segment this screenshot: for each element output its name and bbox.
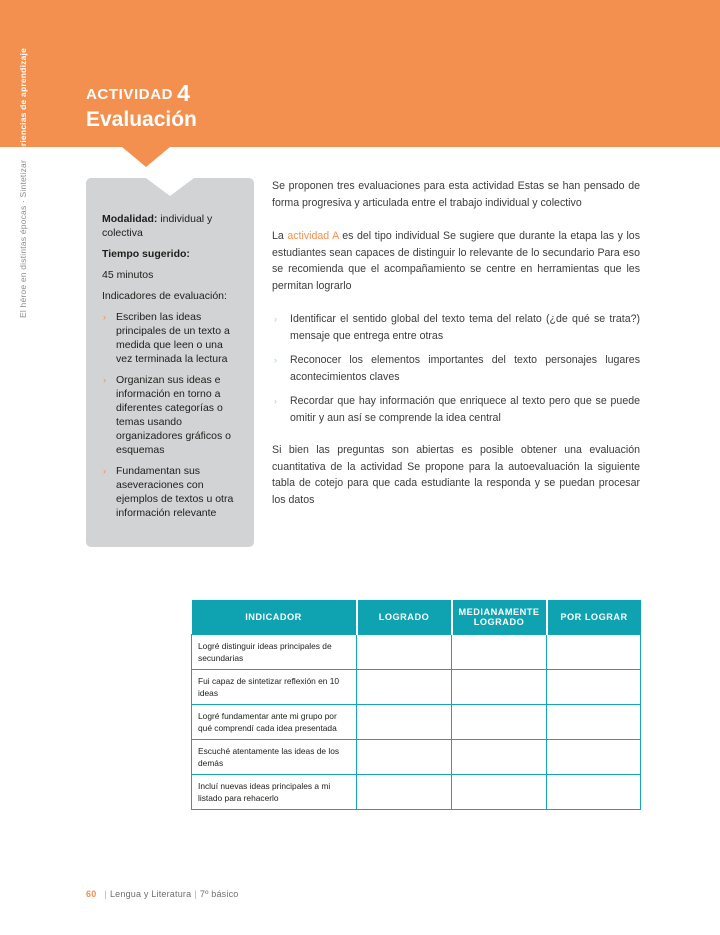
chevron-right-icon: › [103, 466, 106, 476]
activity-number: 4 [177, 80, 191, 106]
cell-logrado[interactable] [357, 704, 452, 739]
cell-medianamente-logrado[interactable] [452, 634, 547, 669]
row-indicator-text: Logré fundamentar ante mi grupo por qué comprendí cada idea presentada [192, 704, 357, 739]
time-value: 45 minutos [102, 269, 154, 281]
cell-por-lograr[interactable] [547, 774, 641, 809]
chevron-right-icon: › [274, 396, 277, 406]
table-row [192, 704, 641, 739]
row-indicator-text: Escuché atentamente las ideas de los demás [192, 739, 357, 774]
modality-line [102, 212, 238, 240]
chevron-right-icon: › [274, 355, 277, 365]
table-row [192, 774, 641, 809]
tabla-de-cotejo [191, 600, 640, 810]
indicator-item [102, 310, 238, 366]
paragraph-2-suffix: es del tipo individual Se sugiere que durante la etapa las y los estudiantes sean capaces de distinguir lo relevante de lo secundario Para eso se recomienda que el acompañamiento se centre en herramientas que les permitan lograrlo [272, 230, 640, 292]
paragraph-2-prefix: La [272, 230, 288, 242]
list-item-text: Reconocer los elementos importantes del texto personajes lugares acontecimientos claves [290, 354, 640, 383]
cell-medianamente-logrado[interactable] [452, 704, 547, 739]
main-content-column [272, 178, 640, 525]
table-row [192, 739, 641, 774]
cell-medianamente-logrado[interactable] [452, 669, 547, 704]
cell-medianamente-logrado[interactable] [452, 739, 547, 774]
cell-por-lograr[interactable] [547, 704, 641, 739]
cell-logrado[interactable] [357, 669, 452, 704]
checklist-table [191, 600, 641, 810]
footer-separator-1: | [104, 889, 107, 899]
footer-subject: Lengua y Literatura [109, 889, 192, 899]
table-row [192, 634, 641, 669]
th-medianamente-logrado: MEDIANAMENTE LOGRADO [452, 600, 547, 634]
cell-medianamente-logrado[interactable] [452, 774, 547, 809]
page-number: 60 [86, 889, 97, 899]
page-title: Evaluación [86, 108, 197, 131]
modality-value: individual y colectiva [102, 213, 213, 239]
list-item [272, 393, 640, 426]
list-item [272, 352, 640, 385]
list-item [272, 311, 640, 344]
table-body [192, 634, 641, 809]
activity-kicker-label: ACTIVIDAD [86, 86, 174, 103]
indicator-item-text: Fundamentan sus aseveraciones con ejemplos de textos u otra información relevante [116, 465, 234, 519]
time-label: Tiempo sugerido: [102, 248, 190, 260]
activity-a-highlight: actividad A [287, 230, 339, 242]
cell-por-lograr[interactable] [547, 739, 641, 774]
table-header-row [192, 600, 641, 634]
footer-separator-2: | [194, 889, 197, 899]
body-paragraph-2 [272, 228, 640, 294]
body-paragraph-3: Si bien las preguntas son abiertas es posible obtener una evaluación cuantitativa de la actividad Se propone para la autoevaluación la siguiente tabla de cotejo para que cada estudiante la responda y se puedan procesar los datos [272, 444, 640, 506]
cell-logrado[interactable] [357, 739, 452, 774]
main-bullet-list [272, 311, 640, 426]
indicators-list [102, 310, 238, 520]
row-indicator-text: Fui capaz de sintetizar reflexión en 10 ideas [192, 669, 357, 704]
list-item-text: Identificar el sentido global del texto tema del relato (¿de qué se trata?) mensaje que entrega entre otras [290, 313, 640, 342]
row-indicator-text: Incluí nuevas ideas principales a mi listado para rehacerlo [192, 774, 357, 809]
cell-logrado[interactable] [357, 634, 452, 669]
th-indicador: INDICADOR [192, 600, 357, 634]
time-line [102, 247, 238, 261]
table-row [192, 669, 641, 704]
indicator-item [102, 464, 238, 520]
indicator-item-text: Organizan sus ideas e información en torno a diferentes categorías o temas usando organizadores gráficos o esquemas [116, 374, 231, 456]
cell-logrado[interactable] [357, 774, 452, 809]
th-logrado: LOGRADO [357, 600, 452, 634]
chevron-right-icon: › [103, 312, 106, 322]
cell-por-lograr[interactable] [547, 669, 641, 704]
indicator-item [102, 373, 238, 457]
row-indicator-text: Logré distinguir ideas principales de secundarias [192, 634, 357, 669]
spine-label-top: Experiencias de aprendizaje [18, 48, 28, 168]
indicator-item-text: Escriben las ideas principales de un texto a medida que leen o una vez terminada la lectura [116, 311, 230, 365]
list-item-text: Recordar que hay información que enriquece al texto pero que se puede omitir y aun así se comprende la idea central [290, 395, 640, 424]
table-header [192, 600, 641, 634]
modality-label: Modalidad: [102, 213, 158, 225]
page-footer [86, 889, 238, 899]
spine-label-bottom: El héroe en distintas épocas · Sintetizar [18, 160, 28, 318]
chevron-right-icon: › [274, 314, 277, 324]
footer-grade: 7º básico [199, 889, 239, 899]
body-paragraph-1: Se proponen tres evaluaciones para esta actividad Estas se han pensado de forma progresiva y articulada entre el trabajo individual y colectivo [272, 180, 640, 209]
info-card-notch-triangle [146, 178, 194, 196]
th-por-lograr: POR LOGRAR [547, 600, 641, 634]
indicators-label: Indicadores de evaluación: [102, 290, 227, 302]
chevron-right-icon: › [103, 375, 106, 385]
info-card [86, 178, 254, 547]
cell-por-lograr[interactable] [547, 634, 641, 669]
